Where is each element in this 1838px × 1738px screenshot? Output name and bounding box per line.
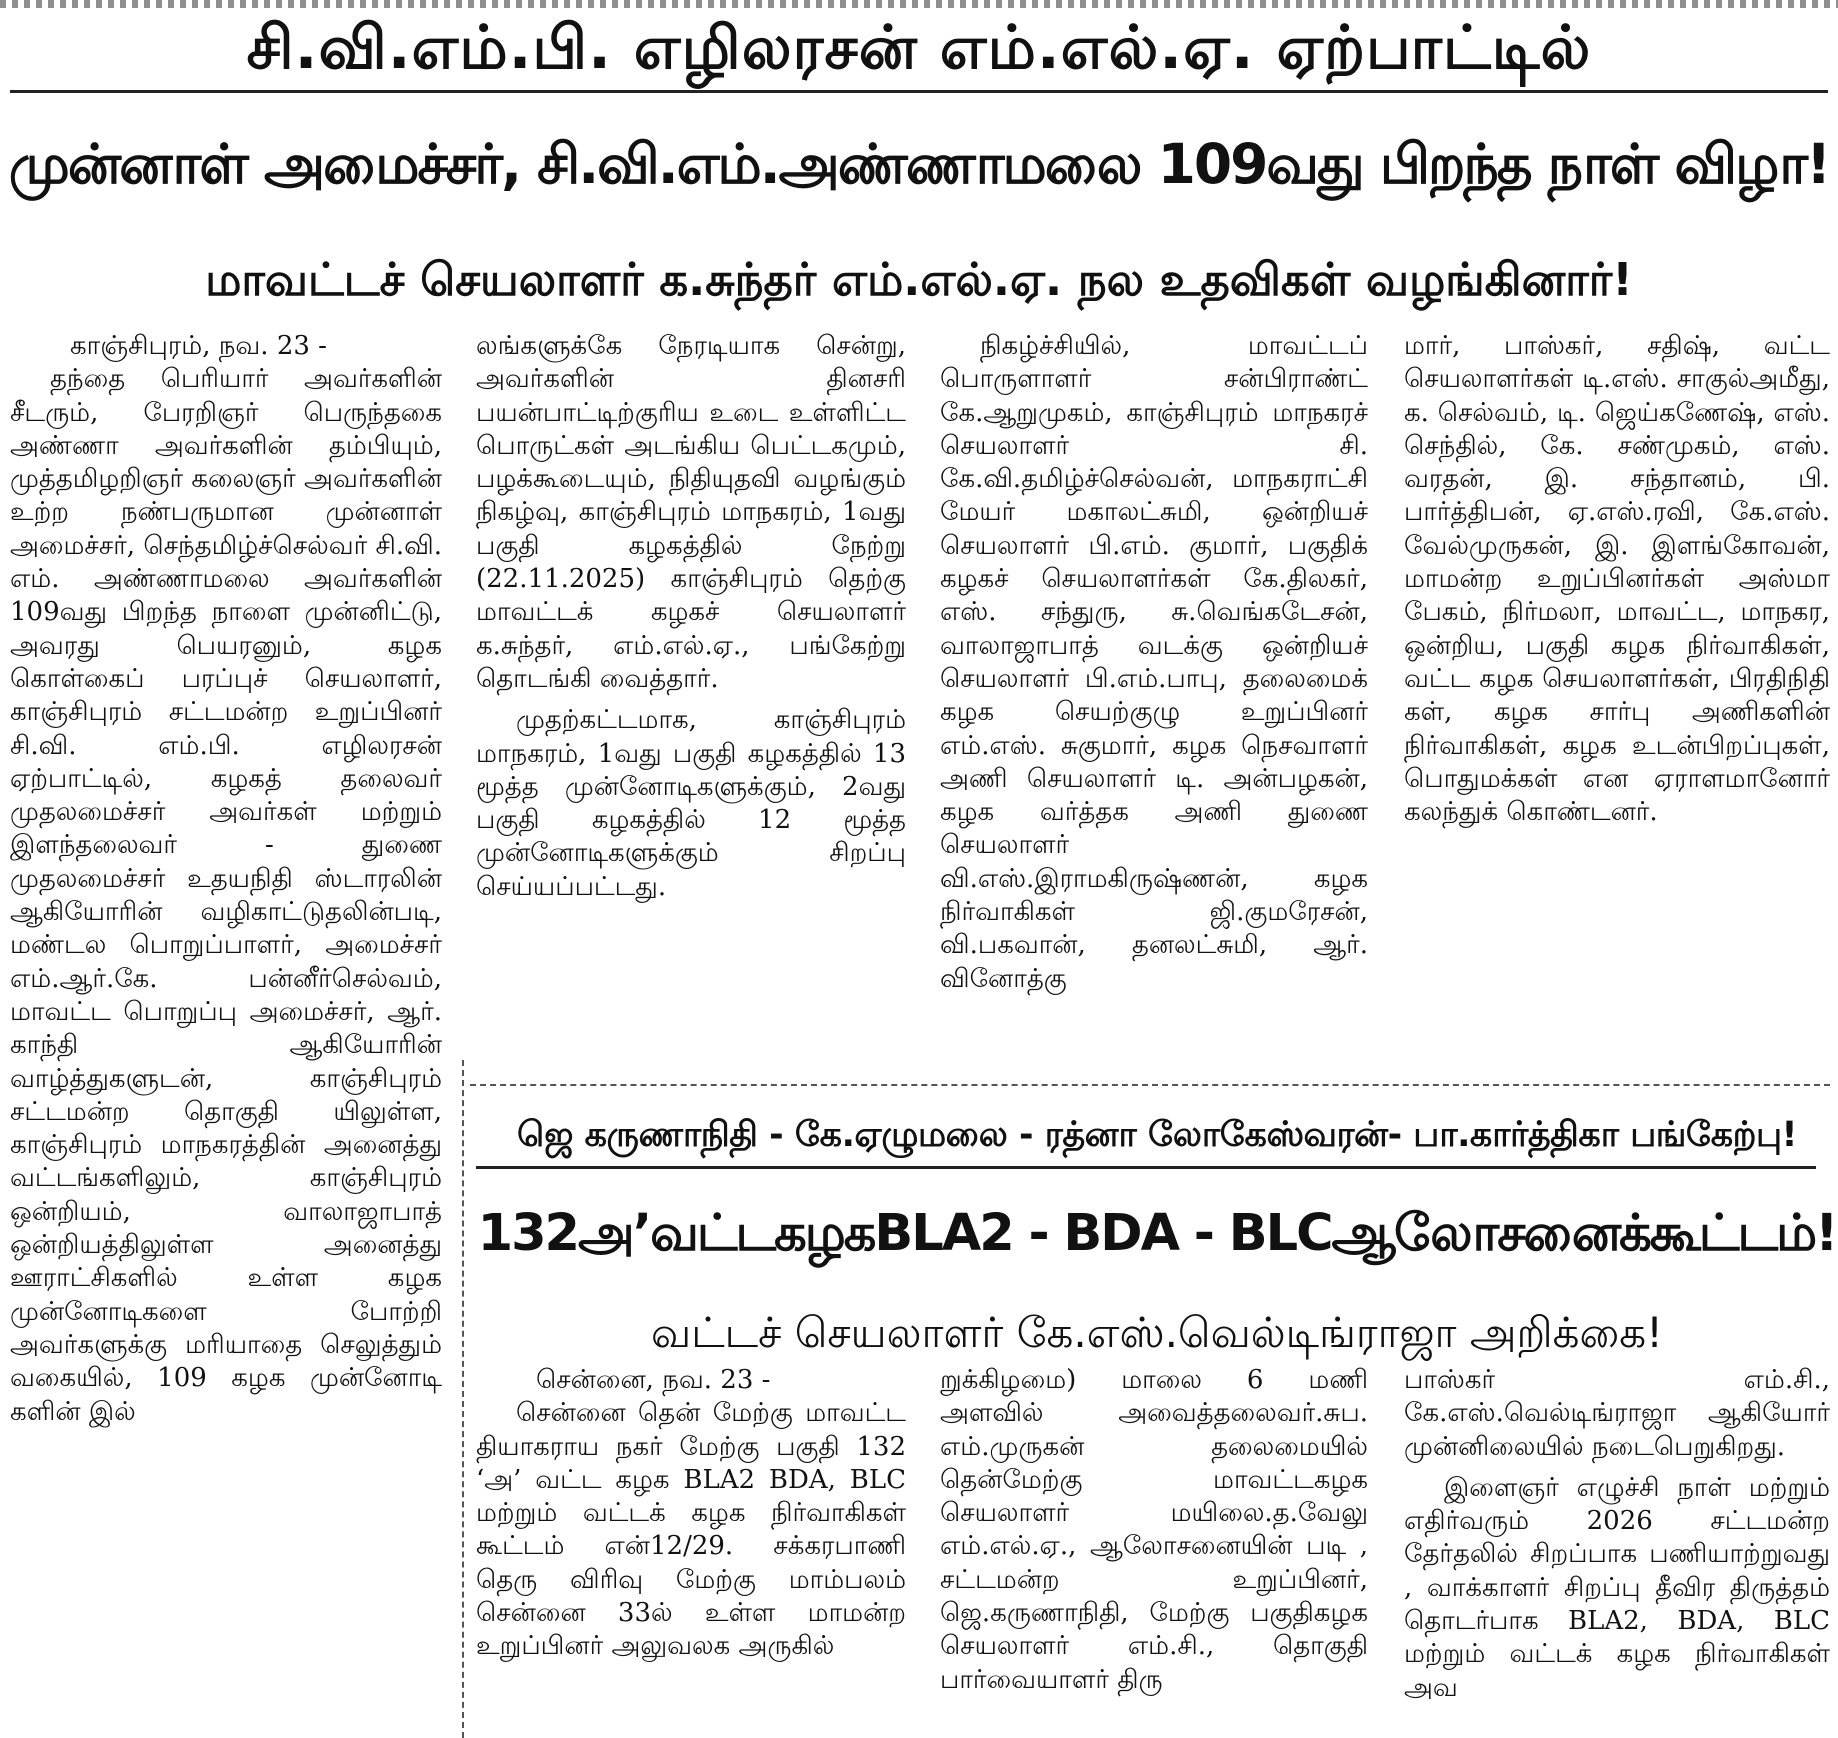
- article2-col1-text: சென்னை தென் மேற்கு மாவட்ட தியாகராய நகர் மேற்கு பகுதி 132 ‘அ’ வட்ட கழக BLA2 BDA, BLC மற்றும் வட்டக் கழக நிர்வாகிகள் கூட்டம் என்12/29. சக்கரபாணி தெரு விரிவு மேற்கு மாம்பலம் சென்னை 33ல் உள்ள மாமன்ற உறுப்பினர் அலுவலக அருகில்: [476, 1398, 906, 1662]
- article1-kicker: சி.வி.எம்.பி. எழிலரசன் எம்.எல்.ஏ. ஏற்பாட்டில்: [246, 13, 1592, 83]
- article2-headline: 132அ’வட்டகழகBLA2 - BDA - BLCஆலோசனைக்கூட்டம்!: [477, 1204, 1837, 1263]
- kicker-rule: [10, 90, 1828, 93]
- article2-col3-text: பாஸ்கர் எம்.சி., கே.எஸ்.வெல்டிங்ராஜா ஆகியோர் முன்னிலையில் நடைபெறுகிறது.: [1404, 1365, 1830, 1462]
- article2-subheadline: வட்டச் செயலாளர் கே.எஸ்.வெல்டிங்ராஜா அறிக்கை!: [651, 1308, 1663, 1357]
- article1-subheadline: மாவட்டச் செயலாளர் க.சுந்தர் எம்.எல்.ஏ. நல உதவிகள் வழங்கினார்!: [205, 253, 1633, 306]
- column-divider: [462, 1060, 464, 1738]
- article1-col3-text: நிகழ்ச்சியில், மாவட்டப் பொருளாளர் சன்பிராண்ட் கே.ஆறுமுகம், காஞ்சிபுரம் மாநகரச் செயலாளர் சி. கே.வி.தமிழ்ச்செல்வன், மாநகராட்சி மேயர் மகாலட்சுமி, ஒன்றியச் செயலாளர் பி.எம். குமார், பகுதிக் கழகச் செயலாளர்கள் கே.திலகர், எஸ். சந்துரு, சு.வெங்கடேசன், வாலாஜாபாத் வடக்கு ஒன்றியச் செயலாளர் பி.எம்.பாபு, தலைமைக் கழக செயற்குழு உறுப்பினர் எம்.எஸ். சுகுமார், கழக நெசவாளர் அணி செயலாளர் டி. அன்பழகன், கழக வர்த்தக அணி துணை செயலாளர் வி.எஸ்.இராமகிருஷ்ணன், கழக நிர்வாகிகள் ஜி.குமரேசன், வி.பகவான், தனலட்சுமி, ஆர். வினோத்கு: [940, 331, 1368, 994]
- article1-col1-text: தந்தை பெரியார் அவர்களின் சீடரும், பேரறிஞர் பெருந்தகை அண்ணா அவர்களின் தம்பியும், முத்தமிழறிஞர் கலைஞர் அவர்களின் உற்ற நண்பருமான முன்னாள் அமைச்சர், செந்தமிழ்ச்செல்வர் சி.வி. எம். அண்ணாமலை அவர்களின் 109வது பிறந்த நாளை முன்னிட்டு, அவரது பெயரனும், கழக கொள்கைப் பரப்புச் செயலாளர், காஞ்சிபுரம் சட்டமன்ற உறுப்பினர் சி.வி. எம்.பி. எழிலரசன் ஏற்பாட்டில், கழகத் தலைவர் முதலமைச்சர் அவர்கள் மற்றும் இளந்தலைவர் - துணை முதலமைச்சர் உதயநிதி ஸ்டாரலின் ஆகியோரின் வழிகாட்டுதலின்படி, மண்டல பொறுப்பாளர், அமைச்சர் எம்.ஆர்.கே. பன்னீர்செல்வம், மாவட்ட பொறுப்பு அமைச்சர், ஆர். காந்தி ஆகியோரின் வாழ்த்துகளுடன், காஞ்சிபுரம் சட்டமன்ற தொகுதி யிலுள்ள, காஞ்சிபுரம் மாநகரத்தின் அனைத்து வட்டங்களிலும், காஞ்சிபுரம் ஒன்றியம், வாலாஜாபாத் ஒன்றியத்திலுள்ள அனைத்து ஊராட்சிகளில் உள்ள கழக முன்னோடிகளை போற்றி அவர்களுக்கு மரியாதை செலுத்தும் வகையில், 109 கழக முன்னோடி களின் இல்: [10, 364, 442, 1427]
- article2-col3-paragraph-2: இளைஞர் எழுச்சி நாள் மற்றும் எதிர்வரும் 2026 சட்டமன்ற தேர்தலில் சிறப்பாக பணியாற்றுவது , வாக்காளர் சிறப்பு தீவிர திருத்தம் தொடர்பாக BLA2, BDA, BLC மற்றும் வட்டக் கழக நிர்வாகிகள் அவ: [1404, 1472, 1830, 1703]
- article1-col2-paragraph-2: முதற்கட்டமாக, காஞ்சிபுரம் மாநகரம், 1வது பகுதி கழகத்தில் 13 மூத்த முன்னோடிகளுக்கும், 2வது பகுதி கழகத்தில் 12 மூத்த முன்னோடிகளுக்கும் சிறப்பு செய்யப்பட்டது.: [476, 705, 906, 902]
- article2-column-1: [476, 1364, 906, 1738]
- article1-column-3: [940, 330, 1368, 1078]
- article1-headline: முன்னாள் அமைச்சர், சி.வி.எம்.அண்ணாமலை 109வது பிறந்த நாள் விழா!: [8, 132, 1830, 196]
- article2-col2-text: றுக்கிழமை) மாலை 6 மணி அளவில் அவைத்தலைவர்.சுப. எம்.முருகன் தலைமையில் தென்மேற்கு மாவட்டகழக செயலாளர் மயிலை.த.வேலு எம்.எல்.ஏ., ஆலோசனையின் படி , சட்டமன்ற உறுப்பினர், ஜெ.கருணாநிதி, மேற்கு பகுதிகழக செயலாளர் எம்.சி., தொகுதி பார்வையாளர் திரு: [940, 1365, 1368, 1695]
- article1-column-4: [1404, 330, 1830, 1070]
- article-separator: [470, 1084, 1830, 1086]
- page-top-border: [0, 0, 1838, 8]
- article1-col4-text: மார், பாஸ்கர், சதிஷ், வட்ட செயலாளர்கள் டி.எஸ். சாகுல்அமீது, க. செல்வம், டி. ஜெய்கணேஷ், எஸ். செந்தில், கே. சண்முகம், எஸ். வரதன், இ. சந்தானம், பி. பார்த்திபன், ஏ.எஸ்.ரவி, கே.எஸ். வேல்முருகன், இ. இளங்கோவன், மாமன்ற உறுப்பினர்கள் அஸ்மா பேகம், நிர்மலா, மாவட்ட, மாநகர, ஒன்றிய, பகுதி கழக நிர்வாகிகள், வட்ட கழக செயலாளர்கள், பிரதிநிதி கள், கழக சார்பு அணிகளின் நிர்வாகிகள், கழக உடன்பிறப்புகள், பொதுமக்கள் என ஏராளமானோர் கலந்துக் கொண்டனர்.: [1404, 331, 1830, 828]
- article2-kicker-rule: [476, 1166, 1816, 1169]
- article2-kicker: ஜெ கருணாநிதி - கே.ஏழுமலை - ரத்னா லோகேஸ்வரன்- பா.கார்த்திகா பங்கேற்பு!: [517, 1115, 1797, 1155]
- article1-dateline: காஞ்சிபுரம், நவ. 23 -: [70, 331, 327, 361]
- article1-column-1: [10, 330, 442, 1738]
- article2-column-2: [940, 1364, 1368, 1738]
- article2-dateline: சென்னை, நவ. 23 -: [536, 1365, 771, 1395]
- article1-col2-text: லங்களுக்கே நேரடியாக சென்று, அவர்களின் தினசரி பயன்பாட்டிற்குரிய உடை உள்ளிட்ட பொருட்கள் அடங்கிய பெட்டகமும், பழக்கூடையும், நிதியுதவி வழங்கும் நிகழ்வு, காஞ்சிபுரம் மாநகரம், 1வது பகுதி கழகத்தில் நேற்று (22.11.2025) காஞ்சிபுரம் தெற்கு மாவட்டக் கழகச் செயலாளர் க.சுந்தர், எம்.எல்.ஏ., பங்கேற்று தொடங்கி வைத்தார்.: [476, 331, 906, 694]
- article2-column-3: [1404, 1364, 1830, 1738]
- article1-column-2: [476, 330, 906, 1070]
